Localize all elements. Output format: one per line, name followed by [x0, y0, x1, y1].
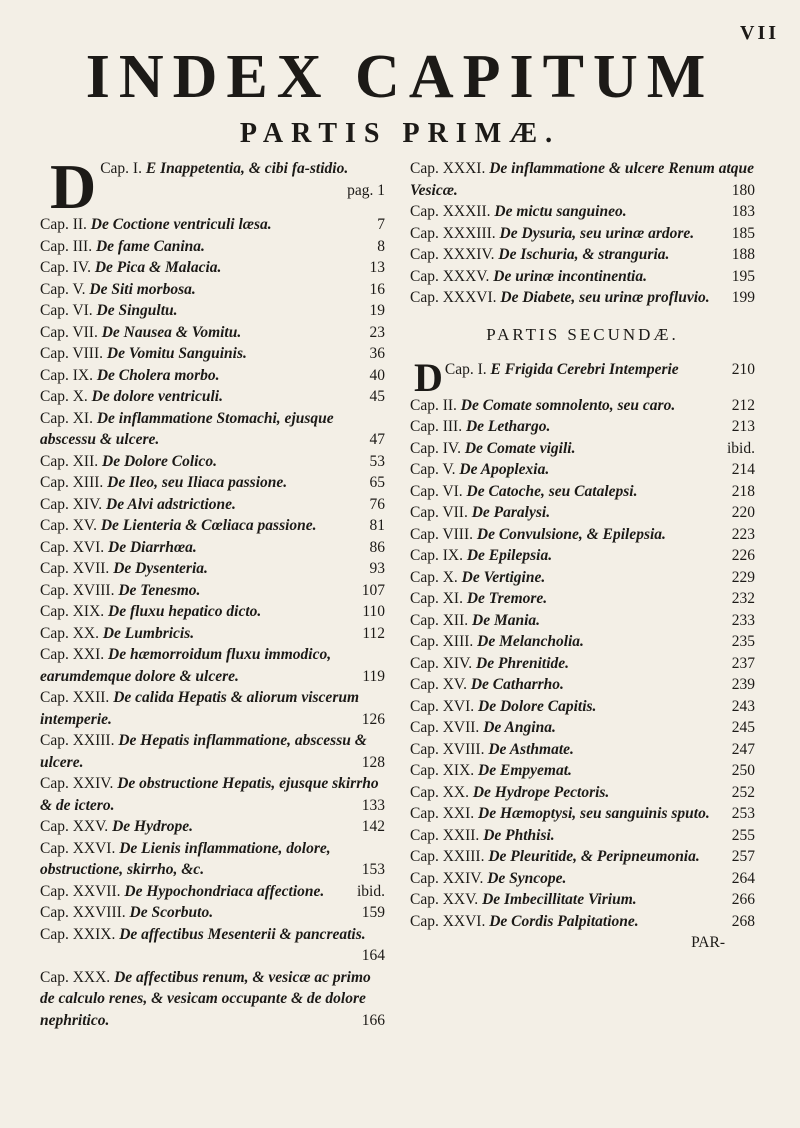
chapter-entry: [40, 838, 385, 881]
page-number: 86: [369, 538, 385, 556]
chapter-number: Cap. XXI.: [40, 646, 105, 663]
chapter-number: Cap. XVI.: [40, 538, 105, 556]
chapter-title: De fluxu hepatico dicto.: [108, 603, 262, 620]
page-number: 81: [369, 517, 385, 534]
chapter-number: Cap. V.: [410, 461, 456, 478]
chapter-number: Cap. XXVII.: [40, 882, 121, 900]
chapter-number: Cap. IV.: [410, 439, 461, 457]
chapter-number: Cap. XI.: [40, 409, 93, 427]
page-number: 112: [362, 624, 385, 642]
chapter-title: De obstructione Hepatis, ejusque skirrho & de ictero.: [40, 775, 379, 814]
chapter-title: De fame Canina.: [95, 237, 205, 255]
chapter-entry: [410, 502, 755, 524]
chapter-title: De Epilepsia.: [466, 547, 553, 564]
page-folio: VII: [740, 22, 780, 44]
chapter-entry: [410, 459, 755, 481]
chapter-number: Cap. XIII.: [410, 633, 474, 650]
page-number: 252: [731, 783, 755, 801]
page-number: 153: [361, 861, 385, 878]
chapter-number: Cap. XXXI.: [410, 160, 486, 177]
chapter-title: De Tenesmo.: [118, 581, 201, 599]
page-number: 180: [731, 181, 755, 199]
page-number: 199: [731, 289, 755, 306]
chapter-number: Cap. XVI.: [410, 697, 475, 715]
page-number: 142: [361, 818, 385, 835]
chapter-number: Cap. XXV.: [410, 891, 479, 908]
left-column: [40, 151, 385, 1031]
chapter-title: De Coctione ventriculi læsa.: [90, 216, 272, 233]
chapter-number: Cap. II.: [410, 396, 457, 414]
page-number: 268: [731, 912, 755, 930]
part-one-continued: [410, 158, 755, 309]
page-number: 76: [369, 495, 385, 513]
chapter-number: Cap. IX.: [40, 366, 93, 384]
chapter-entry: [410, 889, 755, 911]
chapter-title: De Empyemat.: [478, 762, 572, 779]
page-number: 264: [731, 869, 755, 887]
chapter-entry: [40, 386, 385, 408]
chapter-title: De Hepatis inflammatione, abscessu & ulcere.: [40, 732, 367, 771]
chapter-entry: [40, 300, 385, 322]
page-number: 239: [731, 676, 755, 693]
page-number: 110: [362, 603, 385, 620]
chapter-number: Cap. III.: [40, 237, 93, 255]
chapter-title: De Apoplexia.: [459, 461, 550, 478]
page-number: 195: [731, 267, 755, 285]
page-number: 53: [369, 452, 385, 470]
chapter-entry: [40, 687, 385, 730]
chapter-title: De mictu sanguineo.: [494, 203, 627, 220]
chapter-entry: [410, 739, 755, 761]
chapter-title: De Tremore.: [466, 590, 548, 607]
chapter-number: Cap. XIX.: [410, 762, 475, 779]
chapter-title: De Dysenteria.: [113, 560, 208, 577]
page-number: 229: [731, 568, 755, 586]
chapter-number: Cap. XXIV.: [410, 869, 484, 887]
chapter-number: Cap. XI.: [410, 590, 463, 607]
chapter-number: Cap. XII.: [40, 452, 99, 470]
page-number: 45: [369, 388, 385, 405]
chapter-title: De Lumbricis.: [102, 624, 195, 642]
chapter-number: Cap. X.: [40, 388, 88, 405]
chapter-number: Cap. V.: [40, 280, 86, 298]
chapter-title: De Hydrope Pectoris.: [472, 783, 610, 801]
chapter-title: De Singultu.: [96, 302, 178, 319]
chapter-number: Cap. XVIII.: [40, 581, 115, 599]
chapter-title: De Comate vigili.: [464, 439, 576, 457]
page-number: 133: [361, 796, 385, 814]
chapter-entry: [40, 967, 385, 1032]
chapter-entry: [410, 158, 755, 201]
page-number: 183: [731, 203, 755, 220]
chapter-title: De hæmorroidum fluxu immodico, earumdemque dolore & ulcere.: [40, 646, 332, 685]
page-number: 185: [731, 224, 755, 242]
page-number: 218: [731, 482, 755, 500]
chapter-number: Cap. XXXVI.: [410, 289, 497, 306]
chapter-title: De Diabete, seu urinæ profluvio.: [500, 289, 710, 306]
chapter-number: Cap. VI.: [40, 302, 93, 319]
page-number: 93: [369, 560, 385, 577]
chapter-entry: [40, 214, 385, 236]
chapter-entry: [40, 773, 385, 816]
chapter-title: De Mania.: [472, 611, 541, 629]
chapter-entry: [410, 481, 755, 503]
chapter-number: Cap. II.: [40, 216, 87, 233]
chapter-title: De calida Hepatis & aliorum viscerum intemperie.: [40, 689, 360, 728]
chapter-number: Cap. XVII.: [40, 560, 110, 577]
chapter-title: De urinæ incontinentia.: [493, 267, 647, 285]
chapter-title: De Ischuria, & stranguria.: [498, 246, 670, 263]
chapter-number: Cap. X.: [410, 568, 458, 586]
chapter-number: Cap. XXIV.: [40, 775, 114, 792]
chapter-number: Cap. XIV.: [40, 495, 103, 513]
page-number: 253: [731, 805, 755, 822]
chapter-number: Cap. XIII.: [40, 474, 104, 491]
chapter-number: Cap. XVIII.: [410, 740, 485, 758]
chapter-entry: [410, 395, 755, 417]
chapter-entry: [410, 868, 755, 890]
chapter-entry: [40, 151, 385, 222]
chapter-number: Cap. XXXIII.: [410, 224, 496, 242]
chapter-title: De Dolore Colico.: [102, 452, 217, 470]
chapter-title: De Pleuritide, & Peripneumonia.: [488, 848, 700, 865]
page-number: 164: [361, 947, 385, 964]
drop-cap: D: [414, 354, 443, 400]
chapter-entry: [40, 343, 385, 365]
page-number: 210: [731, 360, 755, 378]
chapter-number: Cap. IV.: [40, 259, 91, 276]
chapter-number: Cap. XXVI.: [410, 912, 486, 930]
chapter-entry: [410, 846, 755, 868]
chapter-title: De dolore ventriculi.: [91, 388, 223, 405]
chapter-entry: [410, 266, 755, 288]
chapter-entry: [40, 236, 385, 258]
page-number: 119: [362, 667, 385, 685]
chapter-entry: [410, 760, 755, 782]
chapter-title: De Hæmoptysi, seu sanguinis sputo.: [478, 805, 710, 822]
chapter-number: Cap. XXXV.: [410, 267, 490, 285]
chapter-entry: [40, 279, 385, 301]
chapter-entry: [40, 623, 385, 645]
chapter-number: Cap. XXXIV.: [410, 246, 495, 263]
chapter-title: De Pica & Malacia.: [94, 259, 222, 276]
chapter-entry: [410, 201, 755, 223]
catchword: PAR-: [691, 934, 725, 951]
page-number: 213: [731, 418, 755, 435]
chapter-title: De Dolore Capitis.: [478, 697, 597, 715]
chapter-entry: [410, 223, 755, 245]
chapter-title: De Imbecillitate Virium.: [482, 891, 637, 908]
section-heading-part-two: PARTIS SECUNDÆ.: [486, 324, 679, 344]
chapter-number: Cap. XXVI.: [40, 839, 116, 857]
page-number: 223: [731, 525, 755, 543]
chapter-title: De Phrenitide.: [476, 654, 570, 672]
chapter-title: De Ileo, seu Iliaca passione.: [107, 474, 288, 491]
chapter-title: De Catoche, seu Catalepsi.: [466, 482, 638, 500]
chapter-entry: [410, 653, 755, 675]
page-number: 232: [731, 590, 755, 607]
right-column: [410, 158, 755, 952]
page-number: 16: [369, 280, 385, 298]
chapter-number: Cap. XXIII.: [40, 732, 115, 749]
chapter-title: De Phthisi.: [483, 826, 555, 844]
chapter-entry: [410, 825, 755, 847]
chapter-title: De Vertigine.: [461, 568, 546, 586]
chapter-entry: [40, 408, 385, 451]
chapter-title: De Melancholia.: [477, 633, 584, 650]
chapter-number: Cap. XXV.: [40, 818, 109, 835]
page-number: 220: [731, 504, 755, 521]
page-number: 243: [731, 697, 755, 715]
chapter-title: De Lethargo.: [465, 418, 551, 435]
page-number: 257: [731, 848, 755, 865]
chapter-entry: [410, 696, 755, 718]
chapter-entry: [40, 601, 385, 623]
page-number: 226: [731, 547, 755, 564]
chapter-number: Cap. I.: [100, 160, 142, 177]
page-title: INDEX CAPITUM: [85, 43, 715, 111]
chapter-entry: [40, 365, 385, 387]
chapter-number: Cap. XXIX.: [40, 925, 116, 943]
chapter-title: De Dysuria, seu urinæ ardore.: [499, 224, 695, 242]
page-number: 23: [369, 323, 385, 341]
part-two-list: [410, 354, 755, 933]
chapter-entry: [410, 244, 755, 266]
chapter-number: Cap. I.: [444, 360, 487, 378]
page-number: 7: [377, 216, 385, 233]
page-number: 19: [369, 302, 385, 319]
chapter-number: Cap. XV.: [410, 676, 467, 693]
chapter-title: De Diarrhœa.: [108, 538, 197, 556]
chapter-number: Cap. XXII.: [410, 826, 480, 844]
chapter-entry: [40, 881, 385, 903]
chapter-entry: [40, 515, 385, 537]
chapter-title: De Lienteria & Cœliaca passione.: [100, 517, 317, 534]
chapter-entry: [40, 451, 385, 473]
page-number: ibid.: [727, 439, 755, 457]
page-number: 128: [361, 753, 385, 771]
page-number: 250: [731, 762, 755, 779]
chapter-title: De Syncope.: [487, 869, 567, 887]
chapter-number: Cap. VIII.: [40, 345, 103, 362]
chapter-entry: [40, 902, 385, 924]
chapter-number: Cap. XXIII.: [410, 848, 485, 865]
page-number: 65: [369, 474, 385, 491]
chapter-entry: [410, 287, 755, 309]
chapter-title: De Paralysi.: [471, 504, 551, 521]
page-number: 159: [361, 904, 385, 921]
chapter-number: Cap. XXXII.: [410, 203, 491, 220]
chapter-title: De Convulsione, & Epilepsia.: [476, 525, 666, 543]
chapter-entry: [40, 644, 385, 687]
chapter-title: De Cordis Palpitatione.: [489, 912, 639, 930]
chapter-entry: [410, 438, 755, 460]
chapter-number: Cap. III.: [410, 418, 463, 435]
page-number: 166: [361, 1011, 385, 1029]
page-number: 126: [361, 710, 385, 728]
chapter-entry: [40, 816, 385, 838]
chapter-entry: [410, 674, 755, 696]
page-number: 255: [731, 826, 755, 844]
page-number: 107: [361, 581, 385, 599]
chapter-number: Cap. XXVIII.: [40, 904, 126, 921]
chapter-entry: [410, 524, 755, 546]
chapter-number: Cap. VIII.: [410, 525, 473, 543]
page-number: 214: [731, 461, 755, 478]
page-number: 212: [731, 396, 755, 414]
chapter-entry: [410, 610, 755, 632]
chapter-number: Cap. XX.: [410, 783, 469, 801]
chapter-title: De Siti morbosa.: [89, 280, 196, 298]
chapter-title: De Hydrope.: [112, 818, 193, 835]
page-number: pag. 1: [347, 181, 385, 199]
page-number: 235: [731, 633, 755, 650]
chapter-title: De Nausea & Vomitu.: [101, 323, 242, 341]
page-number: 36: [369, 345, 385, 362]
page-number: 40: [369, 366, 385, 384]
chapter-number: Cap. VII.: [40, 323, 98, 341]
chapter-entry: [40, 924, 385, 967]
chapter-entry: [410, 803, 755, 825]
page-number: 188: [731, 246, 755, 263]
chapter-number: Cap. XV.: [40, 517, 97, 534]
page-number: 13: [369, 259, 385, 276]
chapter-number: Cap. VI.: [410, 482, 463, 500]
chapter-number: Cap. XIX.: [40, 603, 105, 620]
chapter-entry: [410, 631, 755, 653]
page-number: 245: [731, 719, 755, 736]
chapter-title: De Cholera morbo.: [96, 366, 220, 384]
page-number: ibid.: [357, 882, 385, 900]
drop-cap: D: [50, 151, 97, 222]
chapter-entry: [410, 782, 755, 804]
chapter-number: Cap. XIV.: [410, 654, 473, 672]
chapter-title: De Angina.: [483, 719, 556, 736]
page-number: 237: [731, 654, 755, 672]
chapter-entry: [410, 354, 755, 400]
page-number: 47: [369, 431, 385, 448]
chapter-number: Cap. XII.: [410, 611, 469, 629]
chapter-entry: [40, 257, 385, 279]
chapter-title: De inflammatione & ulcere Renum atque Vesicæ.: [410, 160, 755, 199]
page-number: 266: [731, 891, 755, 908]
chapter-number: Cap. XX.: [40, 624, 99, 642]
chapter-entry: [40, 580, 385, 602]
chapter-entry: [410, 416, 755, 438]
chapter-title: De affectibus Mesenterii & pancreatis.: [119, 925, 366, 943]
chapter-number: Cap. XXI.: [410, 805, 475, 822]
page-number: 247: [731, 740, 755, 758]
chapter-title: De Lienis inflammatione, dolore, obstructione, skirrho, &c.: [40, 839, 331, 878]
chapter-number: Cap. IX.: [410, 547, 463, 564]
chapter-title: De inflammatione Stomachi, ejusque abscessu & ulcere.: [40, 409, 334, 448]
chapter-entry: [410, 567, 755, 589]
chapter-number: Cap. XXII.: [40, 689, 110, 706]
chapter-title: E Frigida Cerebri Intemperie: [490, 360, 679, 378]
chapter-entry: [410, 717, 755, 739]
chapter-entry: [40, 494, 385, 516]
chapter-number: Cap. XXX.: [40, 968, 111, 986]
chapter-title: De Catharrho.: [470, 676, 564, 693]
page-number: 233: [731, 611, 755, 629]
chapter-entry: [40, 730, 385, 773]
chapter-entry: [410, 911, 755, 933]
chapter-title: De Scorbuto.: [129, 904, 214, 921]
chapter-number: Cap. XVII.: [410, 719, 480, 736]
chapter-title: De Hypochondriaca affectione.: [124, 882, 325, 900]
chapter-entry: [410, 545, 755, 567]
chapter-title: De affectibus renum, & vesicæ ac primo de calculo renes, & vesicam occupante & de dolore nephritico.: [40, 968, 371, 1029]
chapter-title: De Vomitu Sanguinis.: [106, 345, 247, 362]
page-subtitle: PARTIS PRIMÆ.: [239, 118, 561, 149]
page-number: 8: [377, 237, 385, 255]
chapter-title: De Asthmate.: [488, 740, 574, 758]
chapter-entry: [40, 472, 385, 494]
chapter-title: De Comate somnolento, seu carо.: [460, 396, 676, 414]
chapter-number: Cap. VII.: [410, 504, 468, 521]
chapter-entry: [40, 558, 385, 580]
chapter-title: De Alvi adstrictione.: [106, 495, 236, 513]
chapter-title: E Inappetentia, & cibi fa-stidio.: [145, 160, 349, 177]
chapter-entry: [40, 537, 385, 559]
chapter-entry: [410, 588, 755, 610]
chapter-entry: [40, 322, 385, 344]
